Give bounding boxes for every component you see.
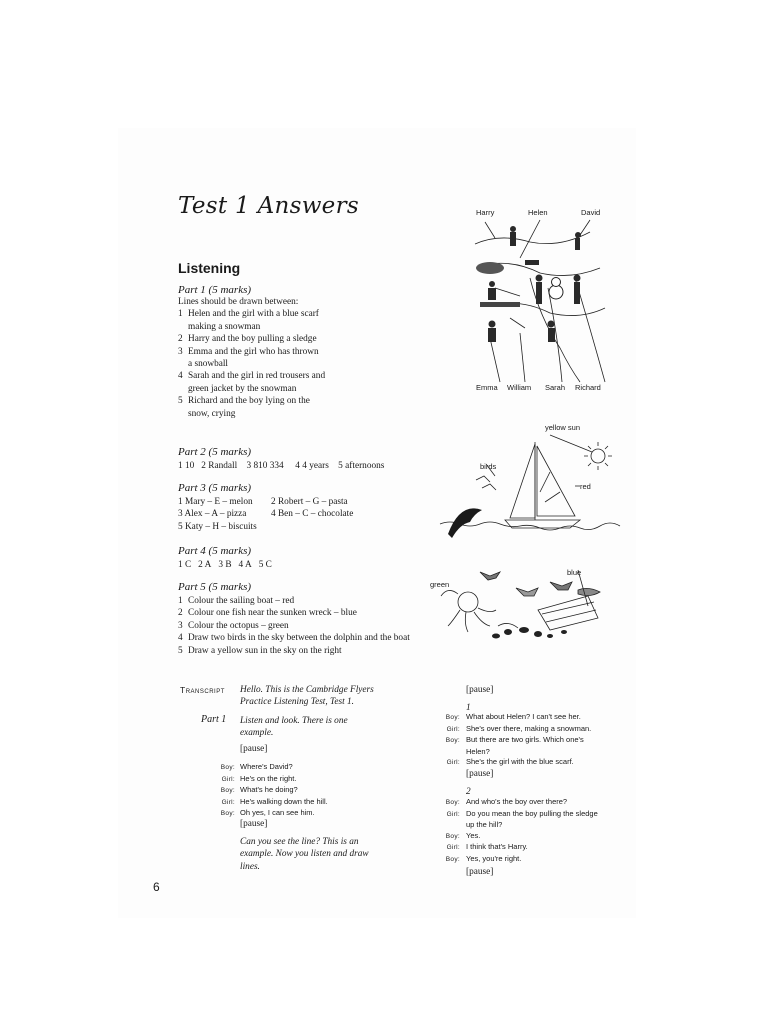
- dialogue-line: Girl: He's walking down the hill.: [221, 796, 328, 806]
- dialogue-line: Boy: Yes.: [445, 830, 481, 840]
- label-red: red: [580, 482, 591, 491]
- pause-marker: [pause]: [240, 819, 268, 829]
- pause-marker: [pause]: [466, 867, 494, 877]
- part5-item: 1 Colour the sailing boat – red: [178, 596, 295, 606]
- part4-answers: 1 C 2 A 3 B 4 A 5 C: [178, 560, 272, 570]
- part5-section: [178, 581, 468, 657]
- part1-intro: Lines should be drawn between:: [178, 297, 299, 307]
- part1-heading: Part 1 (5 marks): [178, 284, 252, 296]
- label-green: green: [430, 580, 450, 589]
- dialogue-line: Boy: Yes, you're right.: [445, 853, 522, 863]
- label-william: William: [507, 383, 532, 392]
- dialogue-line: Girl: He's on the right.: [221, 773, 297, 783]
- part4-section: [178, 545, 272, 571]
- dialogue-line: Boy: But there are two girls. Which one's: [445, 735, 584, 744]
- part3-heading: Part 3 (5 marks): [178, 482, 252, 494]
- sailing-boat-illustration: [440, 432, 620, 542]
- label-david: David: [581, 208, 601, 217]
- part1-item: 1 Helen and the girl with a blue scarf making a snowman: [178, 309, 319, 332]
- label-harry: Harry: [476, 208, 495, 217]
- part1-item: 5 Richard and the boy lying on the snow, crying: [178, 396, 310, 419]
- pause-marker: [pause]: [240, 744, 268, 754]
- part1-item: 3 Emma and the girl who has thrown a snowball: [178, 346, 319, 370]
- part5-item: 3 Colour the octopus – green: [178, 620, 289, 631]
- dialogue-line: Boy: What about Helen? I can't see her.: [445, 712, 581, 721]
- part1-item: 4 Sarah and the girl in red trousers and green jacket by the snowman: [178, 371, 326, 394]
- transcript-label: Transcript: [180, 685, 225, 695]
- dialogue-line: Boy: What's he doing?: [220, 785, 298, 794]
- transcript-part-intro: Listen and look. There is one example.: [240, 716, 348, 739]
- dialogue-line: Girl: She's over there, making a snowman.: [446, 723, 592, 733]
- part3-row: 1 Mary – E – melon 2 Robert – G – pasta: [178, 497, 348, 507]
- label-helen: Helen: [528, 208, 548, 217]
- dialogue-q2: [440, 797, 630, 865]
- snow-scene-illustration: [470, 218, 610, 382]
- dialogue-line: Girl: She's the girl with the blue scarf.: [446, 757, 574, 766]
- part5-item: 5 Draw a yellow sun in the sky on the right: [178, 645, 342, 656]
- pause-marker: [pause]: [466, 685, 494, 695]
- dialogue-q1: [440, 712, 630, 769]
- under-sea-illustration: [438, 566, 618, 646]
- dialogue-line: Boy: And who's the boy over there?: [445, 797, 568, 806]
- dialogue-line: Girl: I think that's Harry.: [446, 842, 528, 851]
- part5-item: 2 Colour one fish near the sunken wreck – blue: [178, 608, 357, 619]
- part5-item: 4 Draw two birds in the sky between the dolphin and the boat: [178, 633, 410, 644]
- transcript-closing: Can you see the line? This is an example. Now you listen and draw lines.: [240, 837, 369, 872]
- page-title: Test 1 Answers: [178, 193, 359, 219]
- question-number: 1: [466, 703, 471, 713]
- transcript-part-label: Part 1: [201, 714, 227, 725]
- part3-row: 5 Katy – H – biscuits: [178, 521, 257, 532]
- page-number: 6: [153, 880, 160, 894]
- dialogue-line: Girl: Do you mean the boy pulling the sledge: [446, 808, 598, 818]
- label-sarah: Sarah: [545, 383, 566, 392]
- part3-section: [178, 482, 353, 533]
- dialogue-example: [206, 762, 328, 820]
- part3-row: 3 Alex – A – pizza 4 Ben – C – chocolate: [178, 509, 354, 520]
- label-birds: birds: [480, 462, 497, 471]
- part4-heading: Part 4 (5 marks): [178, 545, 252, 557]
- question-number: 2: [466, 787, 471, 797]
- section-heading-listening: Listening: [178, 260, 241, 276]
- part1-item: 2 Harry and the boy pulling a sledge: [178, 334, 317, 345]
- transcript-intro: Hello. This is the Cambridge Flyers Practice Listening Test, Test 1.: [240, 685, 374, 708]
- dialogue-line: Boy: Where's David?: [220, 762, 293, 771]
- label-emma: Emma: [476, 383, 498, 392]
- label-yellow-sun: yellow sun: [545, 423, 581, 432]
- part2-answers: 1 10 2 Randall 3 810 334 4 4 years 5 afternoons: [178, 461, 385, 471]
- part2-section: [178, 446, 384, 472]
- part1-section: [178, 284, 438, 420]
- dialogue-continuation: up the hill?: [466, 820, 503, 829]
- label-blue: blue: [567, 568, 582, 577]
- dialogue-continuation: Helen?: [466, 746, 490, 756]
- dialogue-line: Boy: Oh yes, I can see him.: [220, 808, 315, 817]
- pause-marker: [pause]: [466, 769, 494, 779]
- label-richard: Richard: [575, 383, 601, 392]
- part2-heading: Part 2 (5 marks): [178, 446, 252, 458]
- part5-heading: Part 5 (5 marks): [178, 581, 252, 593]
